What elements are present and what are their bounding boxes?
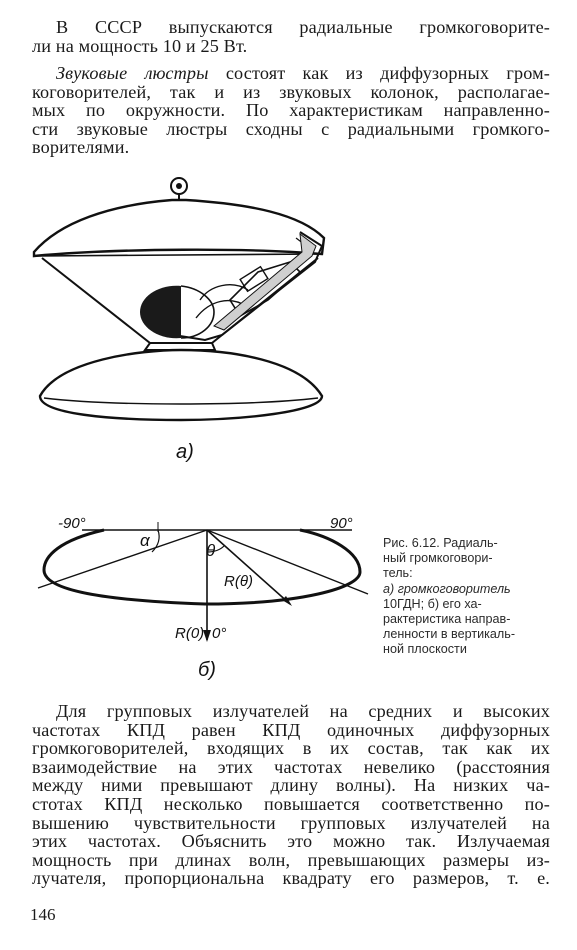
r-theta-label: R(θ) — [224, 573, 253, 590]
alpha-label: α — [140, 531, 150, 550]
caption-line: ленности в вертикаль- — [383, 627, 516, 642]
text-line: между ними превышают длину волны). На низких ча- — [32, 775, 550, 796]
text-line: мых по окружности. По характеристикам направленно- — [32, 100, 550, 121]
text-line: громкоговорителей, входящих в их состав, так как их — [32, 738, 550, 759]
italic-term: Звуковые люстры — [56, 63, 209, 83]
text-line: лучателя, пропорциональна квадрату его размеров, т. е. — [32, 868, 550, 889]
figure-caption — [383, 536, 553, 658]
text-line: Для групповых излучателей на средних и высоких — [56, 701, 550, 721]
page-number: 146 — [30, 905, 56, 924]
text-line: вышению чувствительности групповых излучателей на — [32, 812, 550, 833]
r-zero-label: R(0) — [175, 625, 205, 642]
text-line: сти звуковые люстры сходны с радиальными громкого- — [32, 118, 550, 139]
text-line: этих частотах. Объяснить это можно так. Излучаемая — [32, 831, 550, 852]
text-fragment: состоят как из диффузорных гром- — [208, 63, 550, 83]
text-line: ли на мощность 10 и 25 Вт. — [32, 35, 248, 56]
text-line: коговорителей, так и из звуковых колонок, располагае- — [32, 81, 550, 102]
caption-line: тель: — [383, 566, 413, 581]
zero-deg-label: 0° — [212, 625, 227, 642]
caption-line: а) громкоговоритель — [383, 581, 511, 596]
text-line: частотах КПД равен КПД одиночных диффузорных — [32, 719, 550, 740]
text-line: В СССР выпускаются радиальные громкоговорите- — [56, 17, 550, 37]
text-line: ворителями. — [32, 137, 130, 158]
text-line: взаимодействие на этих частотах невелико (расстояния — [32, 756, 550, 777]
text-line: мощность при длинах волн, превышающих размеры из- — [32, 849, 550, 870]
caption-line: ный громкоговори- — [383, 551, 493, 566]
caption-line: ной плоскости — [383, 642, 467, 657]
caption-line: Рис. 6.12. Радиаль- — [383, 536, 498, 550]
text-line: стотах КПД несколько повышается соответственно по- — [32, 793, 550, 814]
angle-left-label: -90° — [58, 515, 86, 532]
paragraph-group-radiators — [32, 702, 550, 888]
figure-b-label: б) — [198, 659, 216, 681]
caption-line: 10ГДН; б) его ха- — [383, 596, 482, 611]
figure-a-label: а) — [176, 441, 194, 463]
angle-right-label: 90° — [330, 515, 353, 532]
caption-line: рактеристика направ- — [383, 612, 511, 627]
theta-label: θ — [206, 541, 216, 560]
